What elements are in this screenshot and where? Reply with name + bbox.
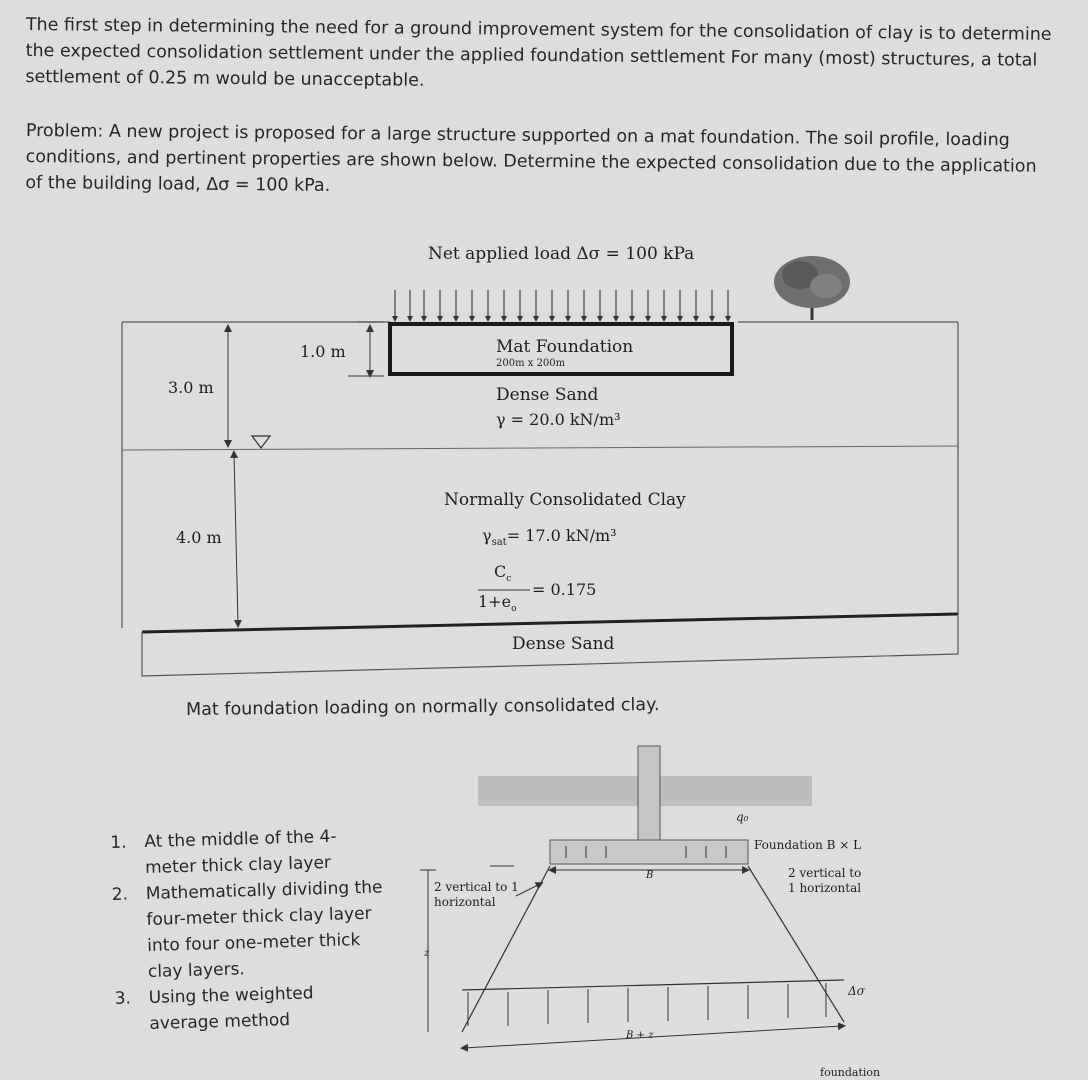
delta-sigma-label: Δσ	[848, 984, 865, 998]
foundation-label: Foundation B × L	[754, 838, 862, 852]
clay-name: Normally Consolidated Clay	[444, 490, 686, 510]
depth-4m-dimension	[234, 454, 238, 624]
steps-list	[110, 822, 388, 1038]
tree-icon	[774, 256, 850, 320]
list-item: 2. Mathematically dividing the four-meter thick clay layer into four one-meter thick clay layers.	[111, 877, 383, 982]
list-item: 3. Using the weighted average method	[114, 983, 314, 1034]
water-table-icon	[252, 436, 270, 448]
intro-paragraph: The first step in determining the need for a ground improvement system for the consolidation of clay is to determine the expected consolidation settlement under the applied foundation settlement For many (most) structures, a total settlement of 0.25 m would be unacceptable.	[25, 14, 1052, 91]
clay-thickness-label: 4.0 m	[176, 528, 222, 547]
load-arrows	[395, 290, 728, 318]
mat-size: 200m x 200m	[496, 358, 566, 369]
load-label: Net applied load Δσ = 100 kPa	[428, 244, 695, 264]
sand-name: Dense Sand	[496, 385, 599, 405]
figure-caption: Mat foundation loading on normally consolidated clay.	[186, 695, 660, 720]
b-label: B	[646, 870, 654, 881]
gamma-sat: $\gamma_{sat}= 17.0$ kN/m³	[482, 526, 617, 549]
q0-label: q₀	[736, 810, 749, 824]
z-label: z	[424, 948, 430, 959]
sand-unit-weight: γ = 20.0 kN/m³	[496, 410, 621, 429]
cc-denominator: $1+e_o$	[478, 592, 517, 615]
cc-numerator: $C_c$	[494, 562, 512, 585]
bottom-sand-name: Dense Sand	[512, 634, 615, 654]
right-slope-label: 2 vertical to 1 horizontal	[788, 866, 862, 895]
mat-title: Mat Foundation	[496, 337, 634, 357]
depth-top-label: 3.0 m	[168, 378, 214, 397]
list-item: 1. At the middle of the 4-meter thick clay layer	[110, 826, 337, 879]
b-plus-z-label: B + z	[626, 1030, 654, 1041]
problem-statement: Problem: A new project is proposed for a large structure supported on a mat foundation. The soil profile, loading conditions, and pertinent properties are shown below. Determine the expected consolidation due to the application of the building load, Δσ = 100 kPa.	[25, 120, 1037, 196]
foundation-cut-label: foundation	[820, 1066, 881, 1079]
left-slope-label: 2 vertical to 1 horizontal	[434, 880, 519, 909]
cc-value: = 0.175	[532, 580, 597, 599]
embedment-label: 1.0 m	[300, 342, 346, 361]
